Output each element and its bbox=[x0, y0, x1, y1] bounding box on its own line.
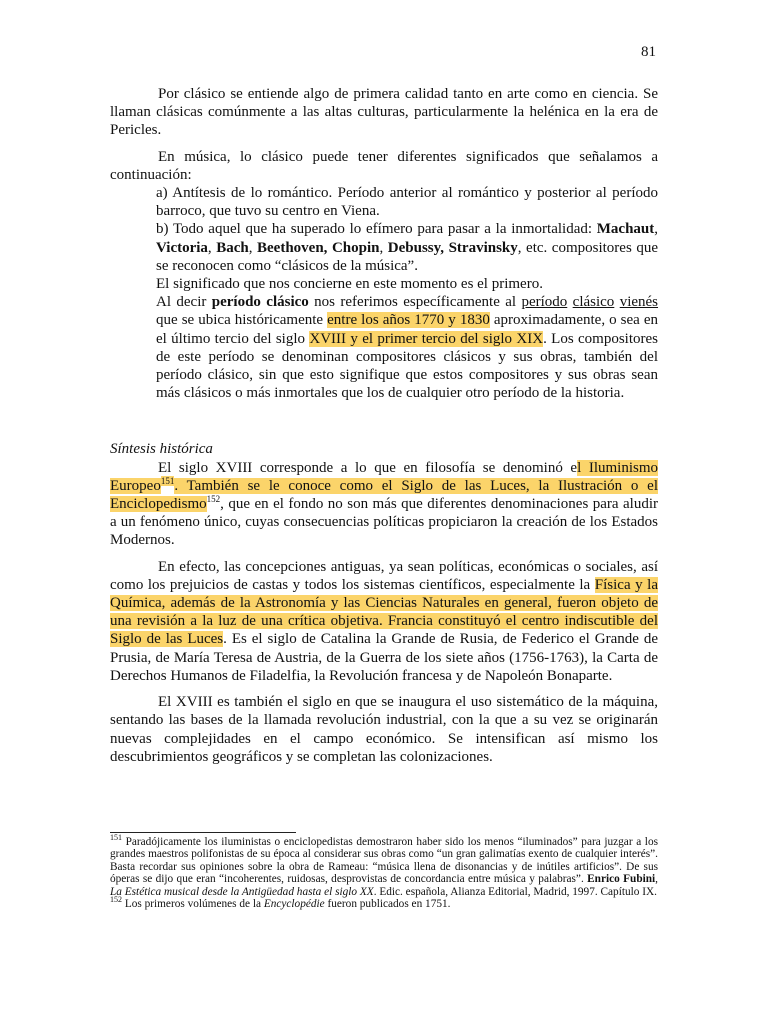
list-item-a: a) Antítesis de lo romántico. Período anterior al romántico y posterior al período barroco, que tuvo su centro en Viena. bbox=[156, 185, 658, 220]
underline-periodo: período bbox=[521, 294, 568, 311]
sep: , bbox=[379, 239, 388, 256]
page-number: 81 bbox=[641, 44, 656, 60]
composer-victoria: Victoria bbox=[156, 239, 208, 256]
highlight-ciencias: Física y la Química, además de la Astronomía y las Ciencias Naturales en general, fueron objeto de una revisión a la luz de una crítica objetiva. Francia constituyó el centro indiscutible del Siglo de las Luces bbox=[110, 576, 658, 648]
footnote-number: 151 bbox=[110, 833, 122, 843]
text: fueron publicados en 1751. bbox=[324, 898, 451, 911]
sep: , bbox=[654, 221, 659, 238]
underline-viennes: vienés bbox=[619, 294, 659, 311]
list-item-b-text: b) Todo aquel que ha superado lo efímero para pasar a la inmortalidad: bbox=[156, 221, 593, 238]
paragraph-maquina: El XVIII es también el siglo en que se inaugura el uso sistemático de la máquina, sentando las bases de la llamada revolución industrial, con la que a su vez se originarán nuevas complejidades en el campo económico. Se intensifican así mismo los descubrimientos geográficos y se completan las colonizaciones. bbox=[110, 694, 658, 765]
footnote-rule bbox=[110, 832, 296, 833]
text: El siglo XVIII corresponde a lo que en filosofía se denominó e bbox=[158, 459, 578, 476]
sep: , bbox=[207, 239, 217, 256]
composer-beethoven: Beethoven, bbox=[257, 239, 328, 256]
text: aproximadamente, o sea en el último tercio del siglo bbox=[156, 312, 659, 347]
text: , que en el fondo no son más que diferentes denominaciones para aludir a un fenómeno único, cuyas consecuencias políticas propiciaron la creación de los Estados Modernos. bbox=[110, 496, 658, 549]
bold-periodo-clasico: período clásico bbox=[211, 294, 309, 311]
sep: , bbox=[517, 239, 522, 256]
body-text bbox=[110, 85, 658, 766]
paragraph-concepciones bbox=[110, 558, 658, 685]
paragraph-meaning-first: El significado que nos concierne en este momento es el primero. bbox=[156, 276, 543, 293]
text: Los primeros volúmenes de la bbox=[122, 898, 264, 911]
text: Al decir bbox=[156, 294, 212, 311]
text: . Es el siglo de Catalina la Grande de Rusia, de Federico el Grande de Prusia, de María Teresa de Austria, de la Guerra de los siete años (1756-1763), la Carta de Derechos Humanos de Filadelfia, la Revolución francesa y de Napoleón Bonaparte. bbox=[110, 631, 658, 684]
highlight-iluminismo: l Iluminismo Europeo bbox=[110, 459, 658, 494]
paragraph-iluminismo bbox=[110, 459, 658, 550]
text: nos referimos específicamente al bbox=[308, 294, 522, 311]
footnote-151 bbox=[110, 833, 658, 898]
text: Paradójicamente los iluministas o enciclopedistas demostraron haber sido los menos “iluminados” para juzgar a los grandes maestros polifonistas de su época al considerar sus obras como “un gran galimatías exento de cualquier interés”. Basta recordar sus opiniones sobre la obra de Rameau: “música llena de disonancias y de inútiles artificios”. De sus óperas se dijo que eran “incoherentes, ruidosas, desprovistas de concordancia entre música y palabras”. bbox=[110, 836, 658, 886]
paragraph-music-meanings: En música, lo clásico puede tener diferentes significados que señalamos a continuación: bbox=[110, 148, 658, 183]
paragraph-classical-period bbox=[110, 293, 658, 402]
footnote-152 bbox=[110, 895, 658, 911]
footnote-ref-152[interactable]: 152 bbox=[206, 494, 221, 505]
highlight-centuries: XVIII y el primer tercio del siglo XIX bbox=[309, 330, 544, 347]
footnote-author: Enrico Fubini bbox=[587, 873, 656, 886]
paragraph-classic-definition: Por clásico se entiende algo de primera calidad tanto en arte como en ciencia. Se llaman clásicas comúnmente a las altas culturas, particularmente la helénica en la era de Pericles. bbox=[110, 86, 658, 139]
text: . Edic. española, Alianza Editorial, Madrid, 1997. Capítulo IX. bbox=[373, 885, 657, 898]
footnote-number: 152 bbox=[110, 895, 122, 905]
text: , bbox=[655, 873, 658, 886]
list-item-b-end: etc. compositores que se reconocen como “clásicos de la música”. bbox=[156, 239, 658, 274]
composer-stravinsky: Stravinsky bbox=[448, 239, 518, 256]
footnote-book-title: La Estética musical desde la Antigüedad hasta el siglo XX bbox=[110, 885, 374, 898]
sep: , bbox=[248, 239, 257, 256]
footnotes bbox=[110, 833, 658, 911]
composer-machaut: Machaut bbox=[596, 221, 655, 238]
underline-clasico: clásico bbox=[572, 294, 615, 311]
section-title: Síntesis histórica bbox=[110, 441, 213, 458]
list-item-b bbox=[110, 220, 658, 275]
composer-chopin: Chopin bbox=[331, 239, 380, 256]
composer-debussy: Debussy, bbox=[387, 239, 445, 256]
footnote-ref-151[interactable]: 151 bbox=[160, 475, 175, 486]
highlight-siglo-luces: . También se le conoce como el Siglo de las Luces, la Ilustración o el Enciclopedismo bbox=[110, 477, 658, 513]
text: . Los compositores de este período se denominan compositores clásicos y sus obras, también del período clásico, sin que esto signifique que estos compositores y sus obras sean más clásicos o más inmortales que los de cualquier otro período de la historia. bbox=[156, 330, 658, 402]
footnote-encyclopedie: Encyclopédie bbox=[263, 898, 325, 911]
text: que se ubica históricamente bbox=[156, 312, 328, 329]
text: En efecto, las concepciones antiguas, ya sean políticas, económicas o sociales, así como los prejuicios de castas y todos los sistemas científicos, especialmente la bbox=[110, 558, 658, 593]
highlight-years: entre los años 1770 y 1830 bbox=[327, 312, 490, 329]
composer-bach: Bach bbox=[216, 239, 249, 256]
